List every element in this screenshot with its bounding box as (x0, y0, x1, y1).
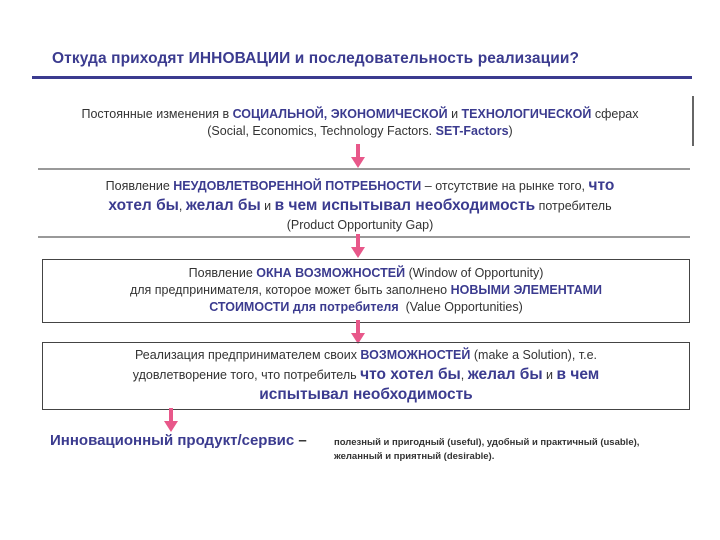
stage-3-window: ОКНА ВОЗМОЖНОСТЕЙ (256, 266, 406, 280)
stage-window-of-opportunity (44, 265, 688, 316)
stage-3-line-3 (44, 299, 688, 316)
stage-4-and: и (542, 368, 557, 382)
stage-4-line-2 (44, 364, 688, 386)
stage-2-absence: – отсутствие на рынке того, (421, 179, 589, 193)
stage-1-set-factors: SET-Factors (435, 124, 509, 138)
stage-2-what: что (588, 177, 615, 194)
stage-2-need: в чем испытывал необходимость (274, 197, 536, 214)
stage-set-factors (20, 106, 700, 140)
stage-1-text: Постоянные изменения в (81, 107, 233, 121)
stage-1-line-2 (20, 123, 700, 140)
stage-2-would-like: хотел бы (108, 197, 179, 214)
stage-2-unmet-need: НЕУДОВЛЕТВОРЕННОЙ ПОТРЕБНОСТИ (173, 179, 422, 193)
final-outcome-label (50, 432, 307, 449)
arrow-down-icon (351, 320, 365, 344)
stage-1-paren: ) (508, 124, 513, 138)
stage-2-line-3: (Product Opportunity Gap) (286, 218, 434, 232)
stage-4-in-what: в чем (556, 366, 600, 383)
stage-4-would-like: что хотел бы (360, 366, 461, 383)
stage-1-line-1 (20, 106, 700, 123)
stage-unmet-need (30, 177, 690, 234)
stage-3-value-en: (Value Opportunities) (398, 300, 523, 314)
stage-1-and: и (447, 107, 462, 121)
arrow-down-icon (351, 234, 365, 258)
final-outcome-description (334, 436, 714, 464)
stage-1-social-economic: СОЦИАЛЬНОЙ, ЭКОНОМИЧЕСКОЙ (232, 107, 448, 121)
stage-1-technological: ТЕХНОЛОГИЧЕСКОЙ (461, 107, 592, 121)
stage-4-satisfaction: удовлетворение того, что потребитель (132, 368, 361, 382)
stage-4-opportunities: ВОЗМОЖНОСТЕЙ (360, 348, 471, 362)
stage-3-entrepreneur: для предпринимателя, которое может быть заполнено (129, 283, 451, 297)
stage-1-right-border (692, 96, 694, 146)
stage-2-line-1 (30, 177, 690, 195)
stage-4-comma: , (460, 368, 468, 382)
stage-3-new-elements: НОВЫМИ ЭЛЕМЕНТАМИ (450, 283, 603, 297)
stage-2-and: и (260, 199, 275, 213)
final-product-label: Инновационный продукт/сервис (50, 432, 295, 449)
stage-4-would-wish: желал бы (467, 366, 543, 383)
stage-3-line-1 (44, 265, 688, 282)
stage-4-realization: Реализация предпринимателем своих (134, 348, 361, 362)
page-title: Откуда приходят ИННОВАЦИИ и последовательность реализации? (52, 50, 580, 67)
final-dash: – (294, 432, 307, 449)
stage-3-window-en: (Window of Opportunity) (405, 266, 544, 280)
stage-2-line-2 (30, 195, 690, 217)
stage-1-factors: (Social, Economics, Technology Factors. (207, 124, 436, 138)
stage-4-line-3: испытывал необходимость (259, 386, 473, 403)
stage-3-line-2 (44, 282, 688, 299)
stage-2-consumer: потребитель (535, 199, 612, 213)
stage-1-bottom-rule (38, 168, 690, 170)
stage-solution (44, 347, 688, 403)
stage-2-appearance: Появление (105, 179, 174, 193)
final-desc-line-2: желанный и приятный (desirable). (334, 451, 495, 462)
stage-4-solution: (make a Solution), т.е. (470, 348, 598, 362)
title-underline (32, 76, 692, 79)
arrow-down-icon (351, 144, 365, 168)
stage-2-would-wish: желал бы (185, 197, 261, 214)
stage-2-comma: , (178, 199, 186, 213)
final-desc-line-1: полезный и пригодный (useful), удобный и практичный (usable), (334, 437, 640, 448)
stage-3-value: СТОИМОСТИ для потребителя (209, 300, 399, 314)
stage-3-appearance: Появление (188, 266, 257, 280)
stage-1-spheres: сферах (591, 107, 639, 121)
stage-4-line-1 (44, 347, 688, 364)
arrow-down-icon (164, 408, 178, 432)
